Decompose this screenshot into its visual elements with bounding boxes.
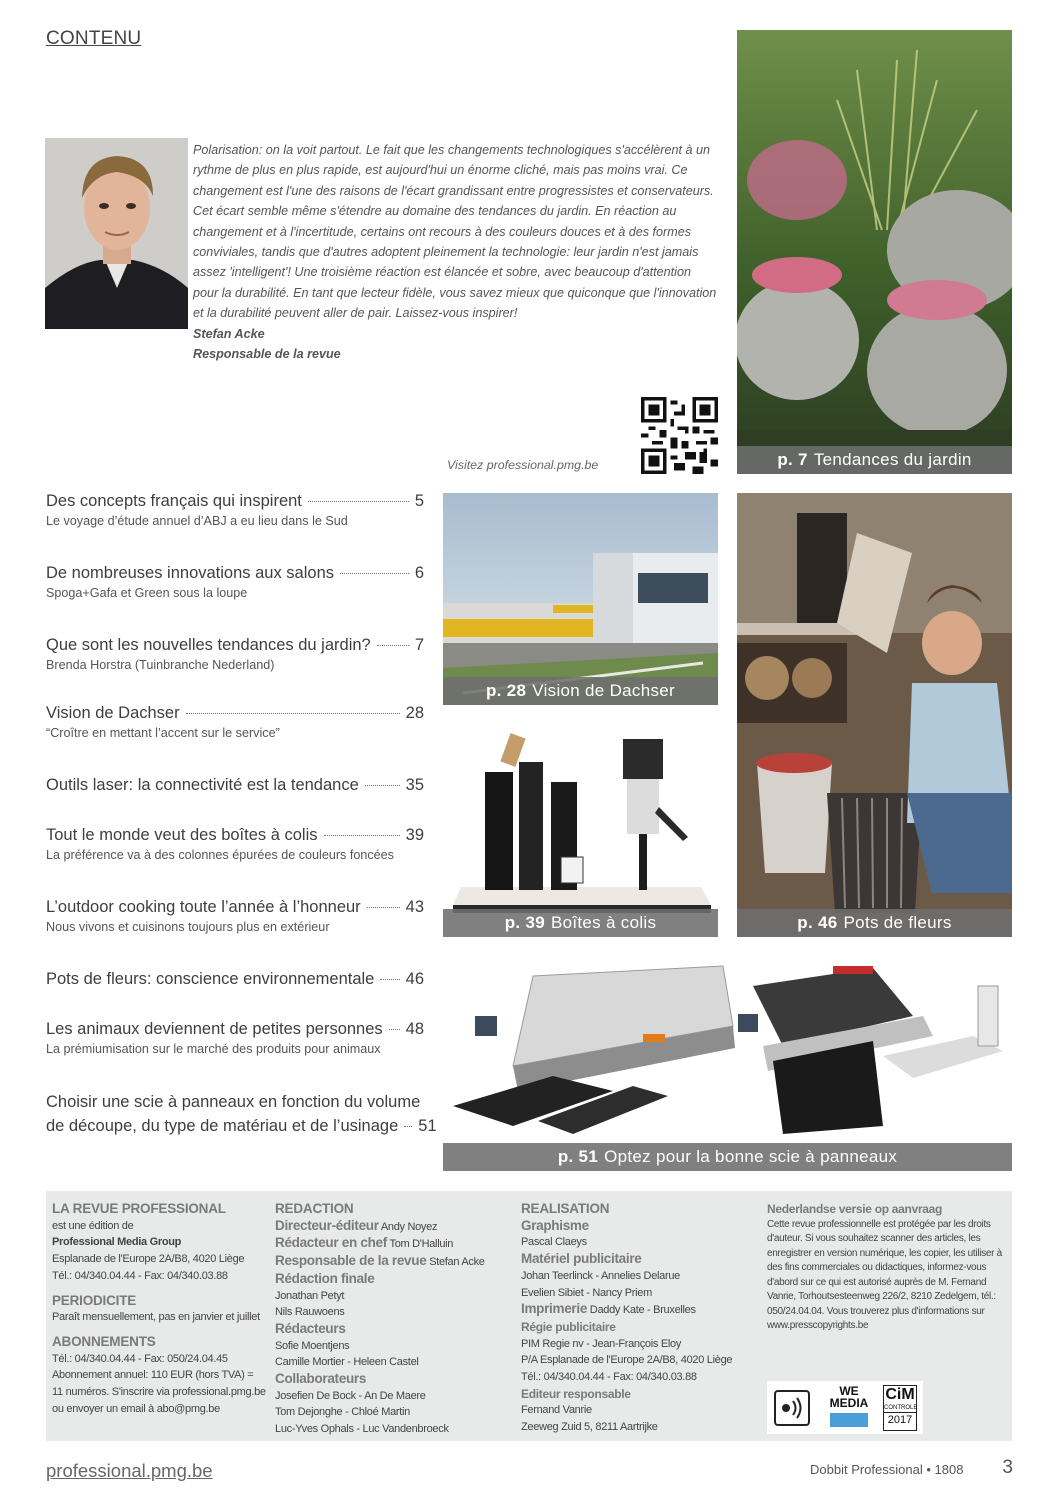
toc-leader [404,1126,412,1127]
caption-pots [737,909,1012,937]
caption-colis-page: p. 39 [504,913,545,932]
colophon-role: Rédacteur en chef [275,1235,387,1251]
colophon-person: Luc-Yves Ophals - Luc Vandenbroeck [275,1423,449,1436]
caption-scie-label: Optez pour la bonne scie à panneaux [604,1147,898,1166]
toc-item-title: Des concepts français qui inspirent [46,492,302,510]
we-media-logo-line1: WE [839,1384,859,1398]
colophon-person: Johan Teerlinck - Annelies Delarue [521,1269,680,1282]
caption-garden [737,446,1012,474]
toc-leader [367,907,400,908]
colophon-person: Camille Mortier - Heleen Castel [275,1356,419,1369]
colophon-person: Andy Noyez [380,1220,438,1233]
colophon-copyright [767,1201,1003,1334]
toc-item-page: 51 [418,1117,437,1135]
toc-item-page: 7 [414,636,424,654]
toc-item[interactable] [46,776,424,795]
toc-item-title: Que sont les nouvelles tendances du jardin? [46,636,371,654]
colophon-realisation [521,1201,751,1436]
toc-item-subtitle: Spoga+Gafa et Green sous la loupe [46,586,248,600]
colophon-person: Josefien De Bock - An De Maere [275,1389,426,1402]
we-media-logo-line2: MEDIA [829,1396,869,1410]
caption-garden-page: p. 7 [777,450,808,469]
toc-item-title: L’outdoor cooking toute l’année à l’honneur [46,898,361,916]
page-number: 3 [1002,1457,1013,1478]
colophon-role: Collaborateurs [275,1371,367,1387]
caption-garden-label: Tendances du jardin [813,450,972,469]
colophon-person: Jonathan Petyt [275,1289,345,1302]
toc-item-page: 46 [405,970,424,988]
toc-leader [377,645,409,646]
colophon-line: Abonnement annuel: 110 EUR (hors TVA) = [52,1369,254,1382]
colophon-person: Pascal Claeys [521,1236,587,1249]
colophon-line: est une édition de [52,1219,134,1232]
caption-dachser [443,677,718,705]
colophon-line: Professional Media Group [52,1236,182,1249]
cim-logo [883,1385,917,1431]
caption-pots-label: Pots de fleurs [843,913,952,932]
colophon-role: Matériel publicitaire [521,1251,642,1267]
toc-leader [308,501,409,502]
colophon-line: Esplanade de l'Europe 2A/B8, 4020 Liège [52,1253,245,1266]
dachser-photo [443,493,718,705]
qr-code[interactable] [641,397,718,474]
colophon-role: Rédacteurs [275,1320,346,1336]
copyright-logo [774,1390,810,1426]
colophon-role: Régie publicitaire [521,1319,616,1334]
editorial-role: Responsable de la revue [193,347,341,362]
colophon-person: Evelien Sibiet - Nancy Priem [521,1286,652,1299]
toc-item-title: Pots de fleurs: conscience environnementale [46,970,375,988]
colophon-person: P/A Esplanade de l'Europe 2A/B8, 4020 Liège [521,1354,733,1367]
colophon-person: PIM Regie nv - Jean-François Eloy [521,1337,682,1350]
toc-item-page: 48 [405,1020,424,1038]
colophon-heading: REALISATION [521,1201,610,1216]
toc-leader [324,835,400,836]
toc-leader [340,573,409,574]
cim-logo-year: 2017 [884,1412,916,1427]
certification-logos [767,1381,923,1434]
issue-label: Dobbit Professional • 1808 [810,1462,964,1477]
toc-item-page: 39 [405,826,424,844]
colophon-person: Tom Dejonghe - Chloé Martin [275,1406,410,1419]
toc-item-page: 6 [414,564,424,582]
cim-logo-subtext: CONTROLE [884,1405,918,1411]
caption-colis [443,909,718,937]
colophon-person: Tél.: 04/340.04.44 - Fax: 04/340.03.88 [521,1371,697,1384]
colophon-role: Graphisme [521,1217,589,1233]
toc-item-subtitle: “Croître en mettant l’accent sur le service” [46,726,280,740]
colophon-publisher [52,1201,267,1417]
section-title: CONTENU [46,28,142,49]
garden-trends-photo [737,30,1012,474]
toc-item-subtitle: Le voyage d’étude annuel d’ABJ a eu lieu dans le Sud [46,514,348,528]
colophon-role: Imprimerie [521,1301,588,1317]
editorial-text [193,140,718,364]
flower-pots-photo [737,493,1012,937]
colophon-heading: REDACTION [275,1201,354,1216]
toc-item-subtitle: La prémiumisation sur le marché des produits pour animaux [46,1042,381,1056]
toc-item-subtitle: Nous vivons et cuisinons toujours plus en extérieur [46,920,330,934]
panel-saw-photo [443,956,1012,1171]
caption-dachser-label: Vision de Dachser [532,681,675,700]
toc-item[interactable] [46,704,424,740]
colophon-person: Fernand Vanrie [521,1404,592,1417]
editorial-author: Stefan Acke [193,326,265,341]
colophon-person: Zeeweg Zuid 5, 8211 Aartrijke [521,1421,658,1434]
caption-dachser-page: p. 28 [485,681,527,700]
toc-item[interactable] [46,492,424,528]
colophon-person: Nils Rauwoens [275,1306,345,1319]
caption-colis-label: Boîtes à colis [550,913,657,932]
colophon-redaction [275,1201,505,1438]
editorial-body: Polarisation: on la voit partout. Le fait que les changements technologiques s'accélèrent à un rythme de plus en plus rapide, est aujourd'hui un énorme cliché, mais pas moins vrai. Ce changement est l'une des raisons de l'écart grandissant entre progressistes et conservateurs. Cet écart semble même s'étendre au domaine des tendances du jardin. En réaction au changement et à l'incertitude, certains ont recours à des couleurs douces et à des formes conviviales, tandis que d'autres adoptent pleinement la technologie: leur jardin n'est jamais assez 'intelligent'! Une troisième réaction est élancée et sobre, avec beaucoup d'attention pour la durabilité. En tant que lecteur fidèle, vous savez mieux que quiconque que l'innovation et la durabilité peuvent aller de pair. Laissez-vous inspirer! [193,143,717,321]
copyright-notice: Cette revue professionnelle est protégée par les droits d'auteur. Si vous souhaitez scanner des articles, les enregistrer en version numérique, les copier, les utiliser à des fins commerciales ou didactiques, informez-vous d'abord sur ce qui est autorisé auprès de M. Fernand Vanrie, Torhoutsesteenweg 226/2, 8210 Zedelgem, tél.: 050/24.04.04. Vous trouverez plus d'informations sur www.presscopyrights.be [767,1218,1002,1332]
toc-item-title-line1: Choisir une scie à panneaux en fonction du volume [46,1093,421,1111]
we-media-logo [824,1385,874,1431]
colophon-line: Tél.: 04/340.04.44 - Fax: 050/24.04.45 [52,1352,228,1365]
toc-item-page: 5 [414,492,424,510]
colophon-person: Sofie Moentjens [275,1339,350,1352]
toc-leader [380,979,399,980]
colophon-role: Responsable de la revue [275,1253,427,1269]
toc-leader [389,1029,400,1030]
visit-website-text: Visitez professional.pmg.be [447,458,599,472]
website-link[interactable]: professional.pmg.be [46,1460,213,1481]
toc-item-page: 43 [405,898,424,916]
toc-item-title: De nombreuses innovations aux salons [46,564,335,582]
colophon-role: Editeur responsable [521,1386,631,1401]
toc-item[interactable] [46,636,424,672]
toc-item-title: Tout le monde veut des boîtes à colis [46,826,318,844]
toc-item-page: 35 [405,776,424,794]
colophon-line: 11 numéros. S'inscrire via professional.pmg.be [52,1386,266,1399]
colophon-heading: LA REVUE PROFESSIONAL [52,1201,226,1216]
caption-scie-page: p. 51 [557,1147,599,1166]
toc-item-subtitle: La préférence va à des colonnes épurées de couleurs foncées [46,848,394,862]
colophon-line: ou envoyer un email à abo@pmg.be [52,1402,220,1415]
colophon-role: Rédaction finale [275,1270,375,1286]
toc-item[interactable] [46,564,424,600]
colophon-heading: ABONNEMENTS [52,1333,156,1349]
toc-item-subtitle: Brenda Horstra (Tuinbranche Nederland) [46,658,275,672]
cim-logo-text: CiM [885,1386,915,1403]
colophon-heading: PERIODICITE [52,1292,137,1308]
toc-item[interactable] [46,1020,424,1056]
colophon-heading: Nederlandse versie op aanvraag [767,1202,943,1216]
toc-leader [186,713,400,714]
colophon-role: Directeur-éditeur [275,1217,379,1233]
toc-item-title: Outils laser: la connectivité est la tendance [46,776,359,794]
colophon-line: Tél.: 04/340.04.44 - Fax: 04/340.03.88 [52,1269,228,1282]
caption-scie [443,1143,1012,1171]
toc-item[interactable] [46,898,424,934]
toc-item[interactable] [46,970,424,989]
toc-item[interactable] [46,826,424,862]
caption-pots-page: p. 46 [797,913,838,932]
toc-item-title-line2: de découpe, du type de matériau et de l’usinage [46,1117,399,1135]
toc-item[interactable] [46,1088,437,1136]
toc-item-page: 28 [405,704,424,722]
author-portrait [45,138,188,329]
toc-item-title: Les animaux deviennent de petites personnes [46,1020,383,1038]
colophon-person: Stefan Acke [429,1256,485,1269]
toc-item-title: Vision de Dachser [46,704,180,722]
colophon-line: Paraît mensuellement, pas en janvier et juillet [52,1311,260,1324]
parcel-boxes-photo [443,727,718,937]
colophon-person: Daddy Kate - Bruxelles [589,1304,696,1317]
colophon-person: Tom D'Halluin [389,1238,454,1251]
toc-leader [365,785,400,786]
